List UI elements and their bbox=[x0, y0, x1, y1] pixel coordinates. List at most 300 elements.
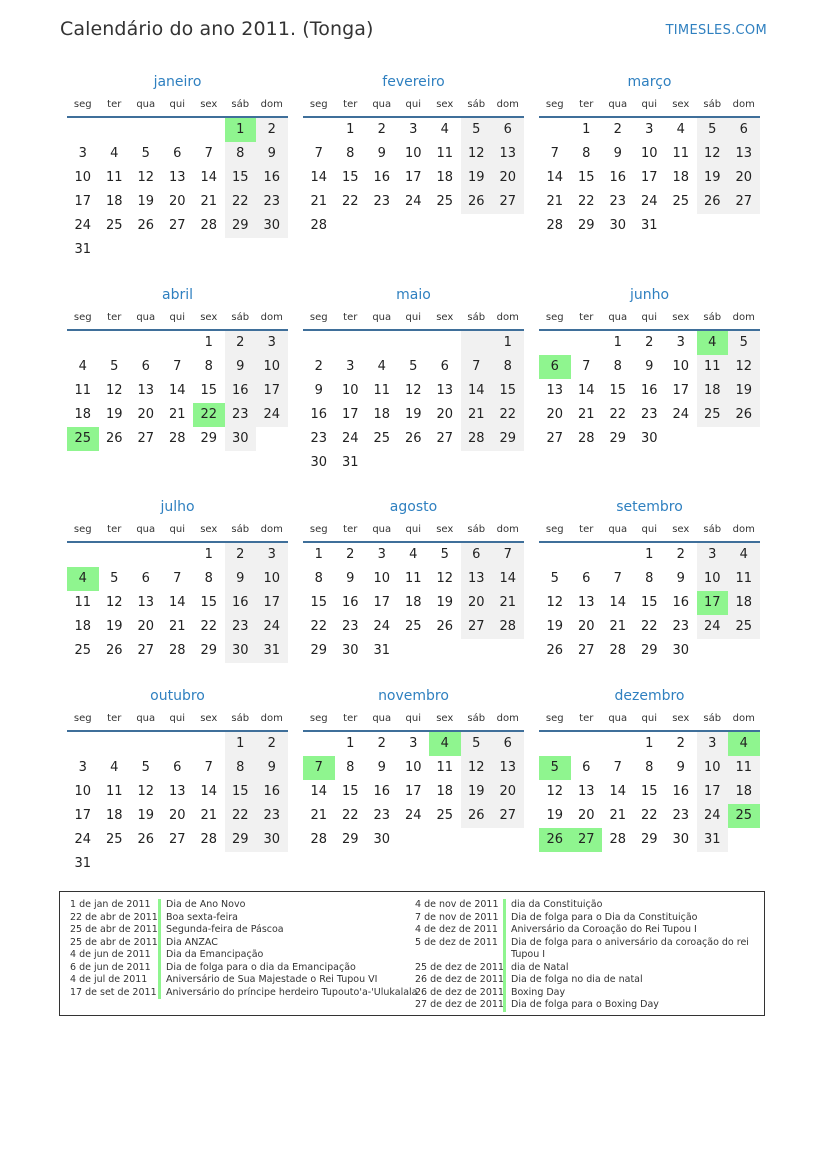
day-cell: 4 bbox=[110, 760, 119, 775]
empty-day-cell bbox=[256, 238, 288, 262]
legend-row bbox=[415, 924, 749, 937]
holiday-name: Dia de Ano Novo bbox=[158, 899, 245, 912]
day-cell: 14 bbox=[609, 784, 627, 799]
day-cell: 14 bbox=[200, 784, 218, 799]
day-grid bbox=[303, 732, 524, 852]
month-name: maio bbox=[396, 287, 431, 303]
empty-day-cell bbox=[193, 118, 225, 142]
legend-row bbox=[415, 962, 749, 975]
month-name: agosto bbox=[389, 499, 438, 515]
holiday-date: 26 de dez de 2011 bbox=[415, 974, 504, 985]
holiday-day-cell: 22 bbox=[193, 403, 225, 427]
day-cell: 26 bbox=[105, 431, 123, 446]
day-cell: 13 bbox=[577, 784, 595, 799]
day-cell: 28 bbox=[492, 615, 524, 639]
weekday-label: sáb bbox=[231, 99, 250, 110]
day-cell: 9 bbox=[256, 142, 288, 166]
day-cell: 31 bbox=[640, 218, 658, 233]
day-cell: 27 bbox=[728, 190, 760, 214]
day-cell: 12 bbox=[728, 355, 760, 379]
holiday-date: 6 de jun de 2011 bbox=[70, 961, 151, 973]
empty-day-cell bbox=[256, 852, 288, 876]
empty-day-cell bbox=[697, 639, 729, 663]
weekday-label: seg bbox=[73, 99, 92, 110]
day-cell: 28 bbox=[168, 431, 186, 446]
day-cell: 3 bbox=[676, 335, 685, 350]
day-cell: 28 bbox=[168, 643, 186, 658]
empty-day-cell bbox=[571, 331, 603, 355]
day-cell: 20 bbox=[577, 808, 595, 823]
day-cell: 9 bbox=[314, 383, 323, 398]
empty-day-cell bbox=[99, 331, 131, 355]
day-cell: 23 bbox=[672, 619, 690, 634]
empty-day-cell bbox=[225, 238, 257, 262]
empty-day-cell bbox=[130, 238, 162, 262]
day-cell: 30 bbox=[225, 427, 257, 451]
day-cell: 2 bbox=[377, 122, 386, 137]
day-cell: 21 bbox=[168, 619, 186, 634]
empty-day-cell bbox=[602, 732, 634, 756]
day-cell: 27 bbox=[492, 804, 524, 828]
day-cell: 27 bbox=[492, 190, 524, 214]
weekday-label: ter bbox=[107, 312, 122, 323]
month-name: março bbox=[627, 74, 672, 90]
weekday-label: dom bbox=[732, 312, 755, 323]
month-julho bbox=[67, 495, 288, 663]
day-cell: 11 bbox=[74, 595, 92, 610]
day-cell: 21 bbox=[168, 407, 186, 422]
day-grid bbox=[303, 331, 524, 475]
day-cell: 12 bbox=[404, 383, 422, 398]
legend-row bbox=[70, 899, 418, 912]
empty-day-cell bbox=[130, 331, 162, 355]
day-cell: 29 bbox=[609, 431, 627, 446]
day-cell: 6 bbox=[173, 146, 182, 161]
empty-day-cell bbox=[99, 732, 131, 756]
day-cell: 12 bbox=[461, 756, 493, 780]
holiday-day-cell: 26 bbox=[539, 828, 571, 852]
day-cell: 5 bbox=[141, 760, 150, 775]
day-cell: 29 bbox=[200, 643, 218, 658]
holiday-day-cell: 25 bbox=[67, 427, 99, 451]
day-cell: 22 bbox=[577, 194, 595, 209]
day-cell: 31 bbox=[697, 828, 729, 852]
weekday-header bbox=[303, 519, 524, 543]
day-cell: 7 bbox=[204, 146, 213, 161]
day-cell: 31 bbox=[74, 856, 92, 871]
weekday-header bbox=[539, 519, 760, 543]
weekday-label: dom bbox=[496, 713, 519, 724]
day-cell: 2 bbox=[676, 547, 685, 562]
empty-day-cell bbox=[162, 331, 194, 355]
weekday-label: ter bbox=[343, 312, 358, 323]
day-grid bbox=[539, 732, 760, 852]
holiday-date: 17 de set de 2011 bbox=[70, 986, 157, 998]
day-cell: 22 bbox=[310, 619, 328, 634]
weekday-label: qua bbox=[136, 312, 156, 323]
day-cell: 17 bbox=[404, 170, 422, 185]
weekday-label: qui bbox=[405, 99, 421, 110]
day-cell: 19 bbox=[137, 808, 155, 823]
empty-day-cell bbox=[67, 331, 99, 355]
day-cell: 15 bbox=[492, 379, 524, 403]
empty-day-cell bbox=[461, 828, 493, 852]
empty-day-cell bbox=[728, 639, 760, 663]
empty-day-cell bbox=[728, 828, 760, 852]
day-cell: 30 bbox=[672, 832, 690, 847]
day-cell: 3 bbox=[78, 760, 87, 775]
day-cell: 29 bbox=[640, 643, 658, 658]
day-cell: 22 bbox=[609, 407, 627, 422]
day-cell: 8 bbox=[314, 571, 323, 586]
month-março bbox=[539, 70, 760, 238]
day-cell: 3 bbox=[409, 122, 418, 137]
day-cell: 27 bbox=[137, 431, 155, 446]
day-cell: 9 bbox=[676, 571, 685, 586]
legend-row bbox=[415, 987, 749, 1000]
day-cell: 5 bbox=[461, 732, 493, 756]
day-cell: 5 bbox=[550, 571, 559, 586]
legend-row bbox=[415, 949, 749, 962]
weekday-label: sex bbox=[672, 713, 690, 724]
holiday-name: Dia de folga para o Boxing Day bbox=[503, 999, 659, 1012]
empty-day-cell bbox=[492, 828, 524, 852]
weekday-label: ter bbox=[107, 99, 122, 110]
day-cell: 7 bbox=[492, 543, 524, 567]
day-cell: 25 bbox=[74, 643, 92, 658]
day-cell: 2 bbox=[346, 547, 355, 562]
weekday-label: ter bbox=[343, 99, 358, 110]
empty-day-cell bbox=[67, 543, 99, 567]
weekday-label: sáb bbox=[467, 99, 486, 110]
weekday-label: sáb bbox=[231, 312, 250, 323]
weekday-label: sáb bbox=[703, 99, 722, 110]
empty-day-cell bbox=[398, 451, 430, 475]
day-cell: 19 bbox=[436, 595, 454, 610]
holiday-day-cell: 4 bbox=[728, 732, 760, 756]
weekday-label: dom bbox=[260, 312, 283, 323]
holiday-date: 26 de dez de 2011 bbox=[415, 986, 504, 998]
day-cell: 15 bbox=[225, 780, 257, 804]
day-cell: 6 bbox=[173, 760, 182, 775]
day-cell: 4 bbox=[377, 359, 386, 374]
day-cell: 8 bbox=[346, 146, 355, 161]
day-cell: 5 bbox=[141, 146, 150, 161]
holiday-date: 27 de dez de 2011 bbox=[415, 999, 504, 1010]
empty-day-cell bbox=[398, 828, 430, 852]
day-cell: 20 bbox=[461, 591, 493, 615]
day-cell: 24 bbox=[697, 804, 729, 828]
weekday-label: seg bbox=[309, 99, 328, 110]
day-cell: 11 bbox=[728, 567, 760, 591]
empty-day-cell bbox=[492, 451, 524, 475]
empty-day-cell bbox=[366, 214, 398, 238]
day-cell: 1 bbox=[225, 732, 257, 756]
empty-day-cell bbox=[256, 427, 288, 451]
day-cell: 29 bbox=[225, 828, 257, 852]
day-cell: 18 bbox=[74, 619, 92, 634]
day-cell: 11 bbox=[74, 383, 92, 398]
day-cell: 21 bbox=[310, 808, 328, 823]
day-cell: 21 bbox=[200, 808, 218, 823]
day-cell: 2 bbox=[314, 359, 323, 374]
holiday-day-cell: 4 bbox=[697, 331, 729, 355]
day-cell: 9 bbox=[256, 756, 288, 780]
empty-day-cell bbox=[461, 451, 493, 475]
weekday-label: qui bbox=[641, 524, 657, 535]
day-cell: 29 bbox=[341, 832, 359, 847]
day-cell: 20 bbox=[168, 194, 186, 209]
day-cell: 30 bbox=[310, 455, 328, 470]
day-cell: 17 bbox=[74, 194, 92, 209]
weekday-label: seg bbox=[545, 99, 564, 110]
weekday-label: ter bbox=[107, 713, 122, 724]
holiday-name: dia da Constituição bbox=[503, 899, 602, 912]
empty-day-cell bbox=[162, 238, 194, 262]
day-cell: 1 bbox=[645, 736, 654, 751]
holiday-name: Dia da Emancipação bbox=[158, 949, 263, 962]
day-cell: 4 bbox=[676, 122, 685, 137]
month-dezembro bbox=[539, 684, 760, 852]
legend-row bbox=[70, 937, 418, 950]
holiday-name: Dia de folga para o aniversário da coroação do rei bbox=[503, 937, 749, 950]
day-cell: 27 bbox=[546, 431, 564, 446]
day-cell: 10 bbox=[341, 383, 359, 398]
day-cell: 3 bbox=[645, 122, 654, 137]
day-cell: 21 bbox=[200, 194, 218, 209]
day-cell: 6 bbox=[440, 359, 449, 374]
day-cell: 24 bbox=[341, 431, 359, 446]
day-cell: 7 bbox=[613, 571, 622, 586]
day-cell: 23 bbox=[310, 431, 328, 446]
day-cell: 14 bbox=[310, 170, 328, 185]
brand-link[interactable]: TIMESLES.COM bbox=[665, 23, 767, 38]
weekday-label: sáb bbox=[703, 713, 722, 724]
day-cell: 19 bbox=[728, 379, 760, 403]
holiday-name: Aniversário da Coroação do Rei Tupou I bbox=[503, 924, 697, 937]
empty-day-cell bbox=[398, 639, 430, 663]
day-cell: 2 bbox=[256, 118, 288, 142]
day-cell: 6 bbox=[492, 118, 524, 142]
day-cell: 19 bbox=[404, 407, 422, 422]
day-cell: 19 bbox=[461, 780, 493, 804]
weekday-label: qui bbox=[641, 99, 657, 110]
empty-day-cell bbox=[429, 451, 461, 475]
month-name: setembro bbox=[616, 499, 683, 515]
day-cell: 17 bbox=[74, 808, 92, 823]
day-cell: 23 bbox=[373, 194, 391, 209]
weekday-label: qui bbox=[169, 524, 185, 535]
weekday-label: sex bbox=[672, 524, 690, 535]
holiday-name: dia de Natal bbox=[503, 962, 569, 975]
day-cell: 22 bbox=[492, 403, 524, 427]
day-cell: 26 bbox=[461, 190, 493, 214]
day-cell: 14 bbox=[461, 379, 493, 403]
day-cell: 23 bbox=[640, 407, 658, 422]
day-cell: 21 bbox=[609, 808, 627, 823]
day-cell: 13 bbox=[461, 567, 493, 591]
day-cell: 24 bbox=[404, 808, 422, 823]
day-cell: 30 bbox=[225, 639, 257, 663]
day-cell: 8 bbox=[645, 571, 654, 586]
day-cell: 31 bbox=[373, 643, 391, 658]
legend-row bbox=[70, 962, 418, 975]
day-cell: 11 bbox=[728, 756, 760, 780]
day-cell: 26 bbox=[137, 218, 155, 233]
day-cell: 3 bbox=[78, 146, 87, 161]
day-cell: 16 bbox=[640, 383, 658, 398]
legend-row bbox=[415, 899, 749, 912]
empty-day-cell bbox=[429, 331, 461, 355]
day-cell: 4 bbox=[440, 122, 449, 137]
day-cell: 4 bbox=[728, 543, 760, 567]
day-cell: 22 bbox=[640, 619, 658, 634]
day-cell: 12 bbox=[461, 142, 493, 166]
month-setembro bbox=[539, 495, 760, 663]
month-maio bbox=[303, 283, 524, 475]
weekday-label: sáb bbox=[467, 312, 486, 323]
weekday-label: sáb bbox=[467, 524, 486, 535]
weekday-label: seg bbox=[73, 312, 92, 323]
day-cell: 2 bbox=[645, 335, 654, 350]
holiday-day-cell: 27 bbox=[571, 828, 603, 852]
holiday-name: Dia de folga no dia de natal bbox=[503, 974, 643, 987]
empty-day-cell bbox=[539, 331, 571, 355]
day-cell: 10 bbox=[404, 760, 422, 775]
weekday-label: qua bbox=[372, 312, 392, 323]
empty-day-cell bbox=[539, 732, 571, 756]
day-cell: 23 bbox=[373, 808, 391, 823]
day-cell: 20 bbox=[137, 407, 155, 422]
weekday-label: ter bbox=[579, 312, 594, 323]
weekday-label: qua bbox=[136, 524, 156, 535]
day-cell: 10 bbox=[373, 571, 391, 586]
empty-day-cell bbox=[162, 543, 194, 567]
day-cell: 17 bbox=[672, 383, 690, 398]
holiday-name: Dia de folga para o Dia da Constituição bbox=[503, 912, 697, 925]
day-cell: 2 bbox=[377, 736, 386, 751]
legend-row bbox=[70, 912, 418, 925]
day-cell: 18 bbox=[373, 407, 391, 422]
day-cell: 9 bbox=[225, 567, 257, 591]
day-cell: 7 bbox=[173, 359, 182, 374]
day-cell: 26 bbox=[546, 643, 564, 658]
holiday-day-cell: 4 bbox=[67, 567, 99, 591]
day-cell: 10 bbox=[74, 784, 92, 799]
weekday-label: qui bbox=[641, 713, 657, 724]
day-cell: 15 bbox=[225, 166, 257, 190]
day-cell: 20 bbox=[436, 407, 454, 422]
day-cell: 8 bbox=[613, 359, 622, 374]
empty-day-cell bbox=[398, 214, 430, 238]
day-cell: 1 bbox=[613, 335, 622, 350]
day-grid bbox=[539, 118, 760, 238]
day-cell: 29 bbox=[225, 214, 257, 238]
weekday-label: sex bbox=[200, 99, 218, 110]
empty-day-cell bbox=[429, 828, 461, 852]
month-name: julho bbox=[160, 499, 195, 515]
day-cell: 28 bbox=[577, 431, 595, 446]
holiday-date: 4 de dez de 2011 bbox=[415, 924, 498, 935]
empty-day-cell bbox=[539, 118, 571, 142]
legend-row bbox=[70, 924, 418, 937]
month-agosto bbox=[303, 495, 524, 663]
weekday-label: dom bbox=[732, 99, 755, 110]
empty-day-cell bbox=[398, 331, 430, 355]
holiday-date: 4 de jul de 2011 bbox=[70, 974, 148, 985]
day-grid bbox=[303, 118, 524, 238]
day-cell: 20 bbox=[546, 407, 564, 422]
day-cell: 13 bbox=[492, 756, 524, 780]
day-cell: 10 bbox=[697, 567, 729, 591]
weekday-label: ter bbox=[343, 713, 358, 724]
day-cell: 4 bbox=[409, 547, 418, 562]
day-cell: 10 bbox=[672, 359, 690, 374]
holiday-date: 4 de jun de 2011 bbox=[70, 949, 151, 960]
day-cell: 1 bbox=[204, 547, 213, 562]
day-cell: 16 bbox=[256, 780, 288, 804]
day-cell: 30 bbox=[256, 214, 288, 238]
empty-day-cell bbox=[130, 852, 162, 876]
day-cell: 1 bbox=[582, 122, 591, 137]
month-name: novembro bbox=[378, 688, 449, 704]
day-grid bbox=[67, 732, 288, 876]
holiday-day-cell: 4 bbox=[429, 732, 461, 756]
day-cell: 17 bbox=[404, 784, 422, 799]
day-cell: 15 bbox=[341, 170, 359, 185]
weekday-label: qua bbox=[136, 713, 156, 724]
day-cell: 28 bbox=[609, 832, 627, 847]
day-cell: 20 bbox=[492, 780, 524, 804]
day-cell: 5 bbox=[697, 118, 729, 142]
day-cell: 15 bbox=[341, 784, 359, 799]
day-cell: 6 bbox=[728, 118, 760, 142]
day-cell: 18 bbox=[697, 379, 729, 403]
day-cell: 11 bbox=[404, 571, 422, 586]
weekday-label: ter bbox=[107, 524, 122, 535]
day-cell: 1 bbox=[346, 736, 355, 751]
day-cell: 28 bbox=[200, 832, 218, 847]
holiday-name: Dia ANZAC bbox=[158, 937, 218, 950]
legend-row bbox=[415, 937, 749, 950]
day-cell: 22 bbox=[225, 190, 257, 214]
day-cell: 13 bbox=[546, 383, 564, 398]
holiday-day-cell: 5 bbox=[539, 756, 571, 780]
month-outubro bbox=[67, 684, 288, 876]
weekday-label: qua bbox=[372, 99, 392, 110]
day-cell: 7 bbox=[173, 571, 182, 586]
holiday-date: 7 de nov de 2011 bbox=[415, 911, 499, 923]
weekday-label: sex bbox=[436, 99, 454, 110]
day-cell: 5 bbox=[110, 359, 119, 374]
holiday-name: Boa sexta-feira bbox=[158, 912, 238, 925]
day-cell: 29 bbox=[310, 643, 328, 658]
day-cell: 29 bbox=[640, 832, 658, 847]
day-cell: 6 bbox=[492, 732, 524, 756]
weekday-label: dom bbox=[732, 524, 755, 535]
day-cell: 9 bbox=[346, 571, 355, 586]
day-cell: 25 bbox=[436, 194, 454, 209]
empty-day-cell bbox=[162, 852, 194, 876]
weekday-label: dom bbox=[260, 524, 283, 535]
day-cell: 8 bbox=[582, 146, 591, 161]
holiday-name: Dia de folga para o dia da Emancipação bbox=[158, 962, 356, 975]
day-cell: 23 bbox=[225, 403, 257, 427]
page-title: Calendário do ano 2011. (Tonga) bbox=[60, 18, 374, 40]
month-junho bbox=[539, 283, 760, 451]
day-cell: 10 bbox=[404, 146, 422, 161]
empty-day-cell bbox=[225, 852, 257, 876]
